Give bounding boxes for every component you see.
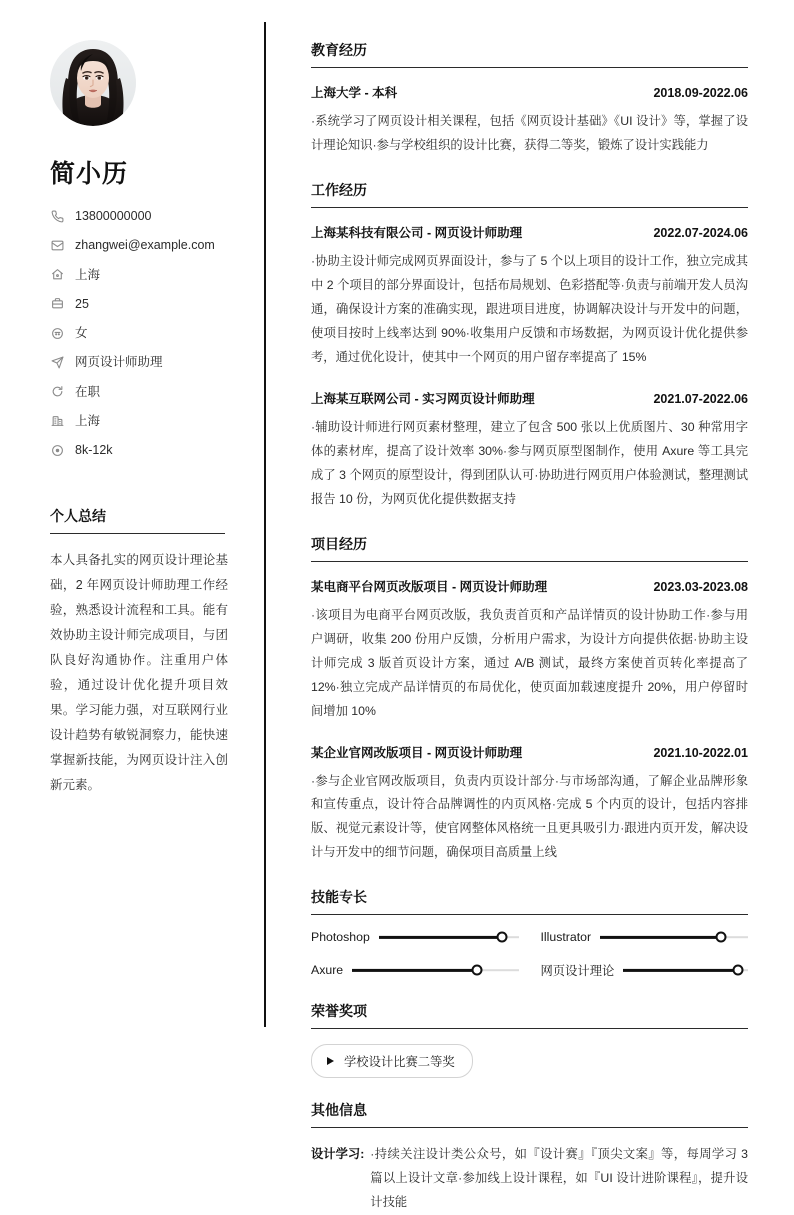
sidebar — [0, 0, 264, 1066]
contact-value-position: 网页设计师助理 — [75, 355, 163, 370]
entry-description: ·辅助设计师进行网页素材整理，建立了包含 500 张以上优质图片、30 种常用字体的素材库，提高了设计效率 30%·参与网页原型图制作，使用 Axure 等工具完成了 3 个网页的原型设计，得到团队认可·协助进行网页用户体验测试，整理测试报告 10 份，为网页优化提供数据支持 — [311, 419, 748, 506]
project-entry — [311, 743, 748, 866]
entry-date: 2021.10-2022.01 — [653, 745, 748, 760]
other-info-row — [311, 1143, 748, 1215]
triangle-play-icon — [327, 1057, 334, 1065]
entry-description: ·协助主设计师完成网页界面设计，参与了 5 个以上项目的设计工作，独立完成其中 2 个项目的部分界面设计，包括布局规划、色彩搭配等·负责与前端开发人员沟通，确保设计方案的准确实现，跟进项目进度，协调解决设计与开发中的问题，使项目按时上线率达到 90%·收集用户反馈和市场数据，为网页设计优化提供参考，通过优化设计，使其中一个网页的用户留存率提高了 15% — [311, 253, 748, 364]
slider-fill — [623, 969, 738, 971]
other-info-text: ·持续关注设计类公众号，如『设计赛』『顶尖文案』等，每周学习 3 篇以上设计文章·参加线上设计课程，如『UI 设计进阶课程』，提升设计技能 — [370, 1147, 748, 1210]
summary-section-title: 个人总结 — [50, 506, 225, 534]
work-section-title: 工作经历 — [311, 180, 748, 208]
project-entry — [311, 577, 748, 724]
other-info-label: 设计学习: — [311, 1147, 365, 1162]
skills-section — [311, 887, 748, 979]
skill-label: Illustrator — [540, 930, 592, 945]
skill-slider[interactable] — [352, 964, 518, 976]
contact-value-phone: 13800000000 — [75, 209, 152, 223]
slider-fill — [600, 936, 721, 938]
slider-thumb[interactable] — [733, 965, 744, 976]
summary-section — [50, 506, 240, 798]
skill-label: 网页设计理论 — [540, 964, 615, 979]
id-card-icon — [50, 297, 64, 311]
entry-date: 2018.09-2022.06 — [653, 86, 748, 100]
entry-header — [311, 83, 748, 101]
skill-slider[interactable] — [623, 964, 748, 976]
entry-date: 2023.03-2023.08 — [653, 579, 748, 594]
other-info-section — [311, 1100, 748, 1215]
slider-thumb[interactable] — [496, 932, 507, 943]
page-title: 简小历 — [50, 160, 129, 188]
slider-fill — [352, 969, 477, 971]
column-divider — [264, 22, 266, 1027]
contact-value-city: 上海 — [75, 413, 101, 428]
contact-item-hometown — [50, 267, 240, 283]
status-refresh-icon — [50, 385, 64, 399]
awards-section-title: 荣誉奖项 — [311, 1001, 748, 1029]
work-section — [311, 180, 748, 512]
gender-icon — [50, 326, 64, 340]
skill-label: Axure — [311, 963, 344, 978]
skill-item — [311, 930, 519, 944]
contact-item-phone — [50, 208, 240, 224]
skills-grid — [311, 930, 748, 979]
main-content — [264, 0, 794, 1210]
contact-item-email — [50, 237, 240, 253]
education-section — [311, 40, 748, 158]
skill-slider[interactable] — [379, 931, 519, 943]
entry-title: 上海大学 - 本科 — [311, 86, 398, 100]
contact-item-status — [50, 384, 240, 400]
slider-thumb[interactable] — [471, 965, 482, 976]
skill-label: Photoshop — [311, 930, 370, 945]
entry-description: ·参与企业官网改版项目，负责内页设计部分·与市场部沟通，了解企业品牌形象和宣传重点，设计符合品牌调性的内页风格·完成 5 个内页的设计，包括内容排版、视觉元素设计等，使官网整体风格统一且更具吸引力·跟进内页开发，解决设计与开发中的细节问题，确保项目高质量上线 — [311, 773, 748, 860]
contact-value-hometown: 上海 — [75, 267, 101, 282]
awards-list — [311, 1044, 748, 1078]
entry-header — [311, 743, 748, 761]
contact-item-gender — [50, 325, 240, 341]
target-icon — [50, 443, 64, 457]
entry-header — [311, 577, 748, 595]
education-entry — [311, 83, 748, 158]
skill-item — [541, 930, 749, 944]
projects-section — [311, 534, 748, 866]
contact-item-age — [50, 296, 240, 312]
contact-value-status: 在职 — [75, 384, 101, 399]
portrait-photo-icon — [50, 40, 136, 126]
entry-date: 2021.07-2022.06 — [653, 391, 748, 406]
work-entry — [311, 389, 748, 512]
skill-item — [311, 961, 519, 979]
entry-title: 上海某科技有限公司 - 网页设计师助理 — [311, 225, 523, 240]
education-section-title: 教育经历 — [311, 40, 748, 68]
entry-title: 某电商平台网页改版项目 - 网页设计师助理 — [311, 579, 548, 594]
entry-header — [311, 223, 748, 241]
contact-item-city — [50, 413, 240, 429]
entry-description: ·该项目为电商平台网页改版，我负责首页和产品详情页的设计协助工作·参与用户调研，收集 200 份用户反馈，分析用户需求，为设计方向提供依据·协助主设计师完成 3 版首页设计方案，通过 A/B 测试，最终方案使首页转化率提高了 12%·独立完成产品详情页的布局优化，使页面加载速度提升 20%，用户停留时间增加 10% — [311, 607, 748, 718]
contact-item-salary — [50, 442, 240, 458]
projects-section-title: 项目经历 — [311, 534, 748, 562]
envelope-icon — [50, 238, 64, 252]
contact-value-age: 25 — [75, 296, 89, 311]
building-icon — [50, 414, 64, 428]
entry-header — [311, 389, 748, 407]
other-info-section-title: 其他信息 — [311, 1100, 748, 1128]
contact-list — [50, 208, 240, 458]
slider-thumb[interactable] — [716, 932, 727, 943]
contact-item-position — [50, 354, 240, 370]
award-chip[interactable] — [311, 1044, 473, 1078]
slider-fill — [379, 936, 502, 938]
avatar — [50, 40, 136, 126]
entry-date: 2022.07-2024.06 — [653, 225, 748, 240]
award-label: 学校设计比赛二等奖 — [344, 1055, 455, 1070]
phone-icon — [50, 209, 64, 223]
work-entry — [311, 223, 748, 370]
skills-section-title: 技能专长 — [311, 887, 748, 915]
entry-title: 某企业官网改版项目 - 网页设计师助理 — [311, 745, 523, 760]
entry-description: ·系统学习了网页设计相关课程，包括《网页设计基础》《UI 设计》等，掌握了设计理论知识·参与学校组织的设计比赛，获得二等奖，锻炼了设计实践能力 — [311, 114, 748, 152]
skill-slider[interactable] — [600, 931, 748, 943]
contact-value-gender: 女 — [75, 326, 88, 340]
contact-value-email: zhangwei@example.com — [75, 238, 215, 253]
contact-value-salary: 8k-12k — [75, 443, 113, 457]
paper-plane-icon — [50, 355, 64, 369]
skill-item — [541, 961, 749, 979]
home-icon — [50, 268, 64, 282]
entry-title: 上海某互联网公司 - 实习网页设计师助理 — [311, 391, 535, 406]
awards-section — [311, 1001, 748, 1078]
summary-text: 本人具备扎实的网页设计理论基础，2 年网页设计师助理工作经验，熟悉设计流程和工具。能有效协助主设计师完成项目，与团队良好沟通协作。注重用户体验，通过设计优化提升项目效果。学习能力强，对互联网行业设计趋势有敏锐洞察力，能快速掌握新技能，为网页设计注入创新元素。 — [50, 553, 228, 793]
